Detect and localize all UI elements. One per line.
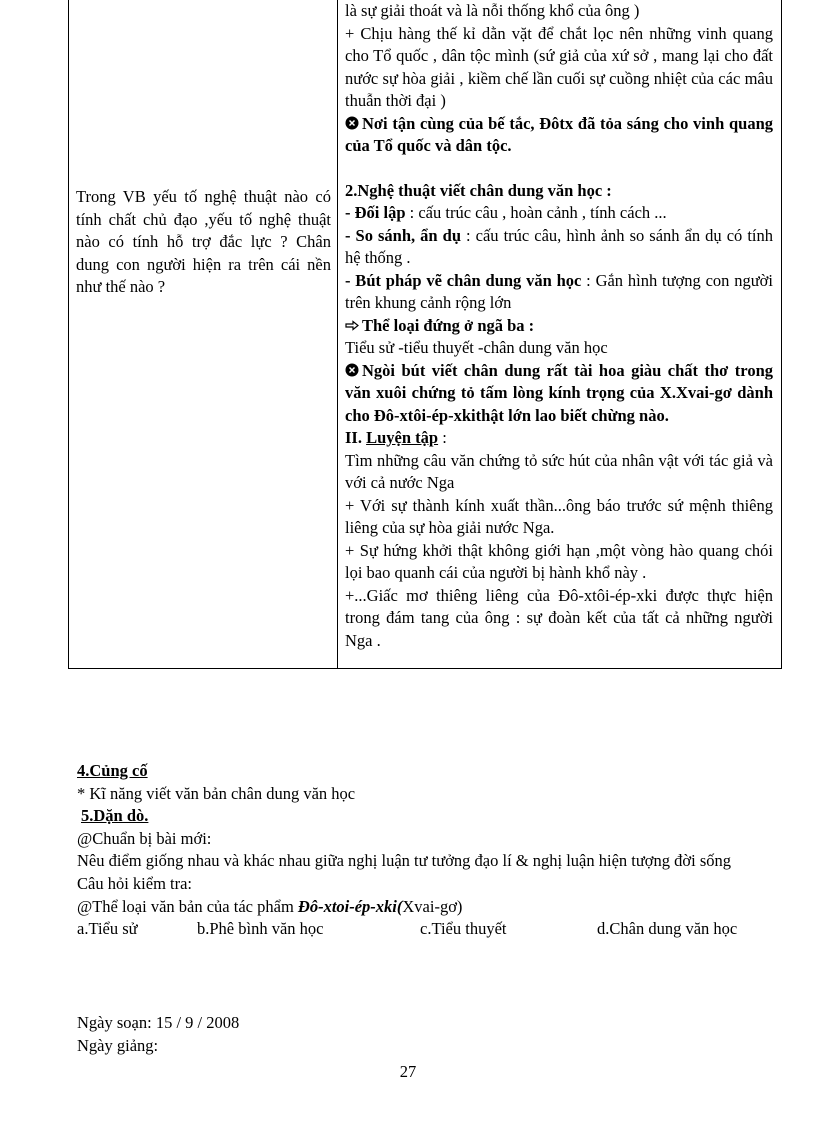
exercise-answer: + Với sự thành kính xuất thần...ông báo trước sứ mệnh thiêng liêng của sự hòa giải nước Nga. (345, 495, 773, 537)
homework-title: 5.Dặn dò. (81, 806, 149, 826)
technique-item: - Bút pháp vẽ chân dung văn học : Gắn hình tượng con người trên khung cảnh rộng lớn (345, 270, 773, 312)
choice-b: b.Phê bình văn học (197, 919, 324, 939)
section-heading: 2.Nghệ thuật viết chân dung văn học : (345, 180, 612, 200)
homework-prepare: @Chuẩn bị bài mới: (77, 828, 212, 848)
pointing-hand-icon (345, 318, 359, 332)
black-circle-icon (345, 363, 359, 377)
black-circle-icon (345, 116, 359, 130)
lesson-dates (77, 1012, 239, 1057)
teaching-date: Ngày giảng: (77, 1035, 159, 1055)
answer-paragraph: là sự giải thoát và là nỗi thống khổ của ông ) (345, 1, 640, 20)
technique-item: - Đối lập : cấu trúc câu , hoàn cảnh , tính cách ... (345, 203, 667, 222)
quiz-choices (77, 918, 777, 941)
guiding-question: Trong VB yếu tố nghệ thuật nào có tính chất chủ đạo ,yếu tố nghệ thuật nào có tính hỗ trợ đắc lực ? Chân dung con người hiện ra trên cái nền như thế nào ? (76, 187, 331, 296)
table-row (69, 0, 782, 669)
practice-heading: II. Luyện tập : (345, 428, 447, 447)
exercise-answer: + Sự hứng khởi thật không giới hạn ,một vòng hào quang chói lọi bao quanh cái của người bị hành khổ này . (345, 540, 773, 582)
technique-item: - So sánh, ẩn dụ : cấu trúc câu, hình ảnh so sánh ẩn dụ có tính hệ thống . (345, 225, 773, 267)
prepared-date: Ngày soạn: 15 / 9 / 2008 (77, 1013, 240, 1032)
genre-text: Tiểu sử -tiểu thuyết -chân dung văn học (345, 338, 608, 357)
answer-paragraph: + Chịu hàng thế kỉ dằn vặt để chắt lọc nên những vinh quang cho Tổ quốc , dân tộc mình (sứ giả của xứ sở , mang lại cho đất nước sự hòa giải , kiềm chế lần cuối sự cuồng nhiệt của các mâu thuẫn thời đại ) (345, 23, 773, 110)
question-cell (69, 0, 338, 669)
conclusion-statement: Nơi tận cùng của bế tắc, Đôtx đã tỏa sáng cho vinh quang của Tổ quốc và dân tộc. (345, 113, 773, 155)
homework-task: Nêu điểm giống nhau và khác nhau giữa nghị luận tư tưởng đạo lí & nghị luận hiện tượng đời sống (77, 851, 732, 871)
quiz-question: @Thể loại văn bản của tác phẩm Đô-xtoi-ép-xki(Xvai-gơ) (77, 896, 463, 916)
exercise-prompt: Tìm những câu văn chứng tỏ sức hút của nhân vật với tác giả và với cả nước Nga (345, 450, 773, 492)
exercise-answer: +...Giấc mơ thiêng liêng của Đô-xtôi-ép-xki được thực hiện trong đám tang của ông : sự đoàn kết của tất cả những người Nga . (345, 585, 773, 650)
consolidation-title: 4.Củng cố (77, 761, 148, 780)
page-number: 27 (399, 1062, 417, 1081)
genre-heading: Thể loại đứng ở ngã ba : (345, 315, 773, 338)
question-label: Câu hỏi kiểm tra: (77, 873, 193, 893)
answer-cell (338, 0, 782, 669)
lesson-footer (77, 760, 777, 941)
consolidation-text: * Kĩ năng viết văn bản chân dung văn học (77, 783, 356, 803)
lesson-table (68, 0, 782, 669)
choice-d: d.Chân dung văn học (597, 919, 738, 939)
choice-a: a.Tiểu sử (77, 919, 138, 939)
conclusion-statement: Ngòi bút viết chân dung rất tài hoa giàu chất thơ trong văn xuôi chứng tỏ tấm lòng kính trọng của X.Xvai-gơ dành cho Đô-xtôi-ép-xkithật lớn lao biết chừng nào. (345, 360, 773, 425)
choice-c: c.Tiểu thuyết (420, 919, 507, 939)
